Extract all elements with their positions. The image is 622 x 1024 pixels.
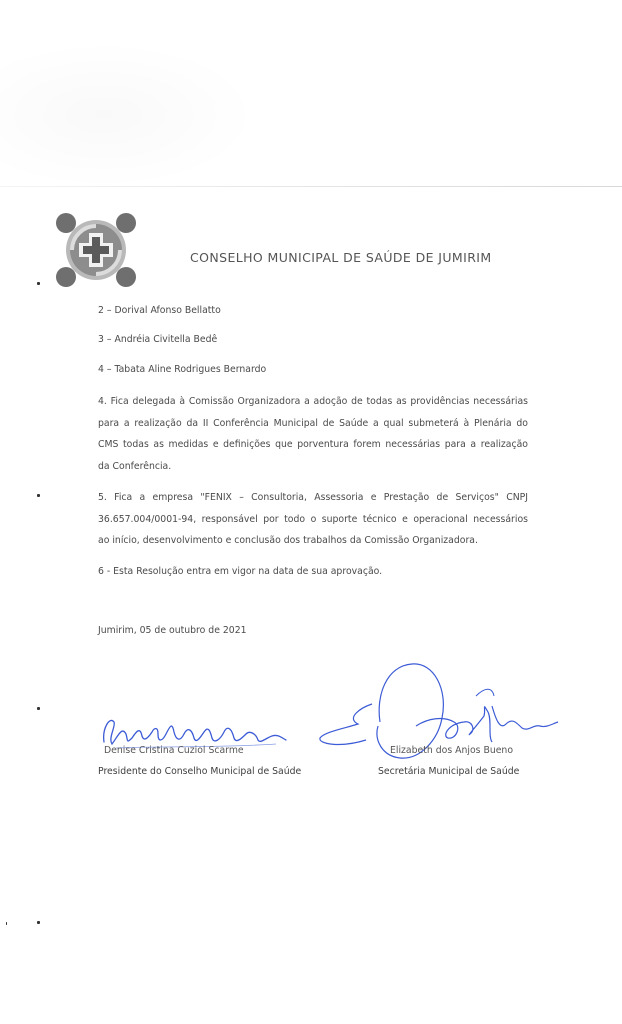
paragraph-line: 4. Fica delegada à Comissão Organizadora a adoção de todas as providências necessárias xyxy=(98,396,528,407)
page-fold-line xyxy=(0,186,622,187)
signatory-role: Presidente do Conselho Municipal de Saúde xyxy=(98,766,302,777)
paragraph-line: 36.657.004/0001-94, responsável por todo o suporte técnico e operacional necessários xyxy=(98,513,528,525)
margin-dot xyxy=(37,921,40,924)
margin-tick xyxy=(6,922,7,925)
article-6-paragraph: 6 - Esta Resolução entra em vigor na data de sua aprovação. xyxy=(98,566,383,577)
member-item: 2 – Dorival Afonso Bellatto xyxy=(98,305,221,316)
margin-dot xyxy=(37,707,40,710)
signatory-name: Elizabeth dos Anjos Bueno xyxy=(390,745,514,756)
paragraph-line: ao início, desenvolvimento e conclusão dos trabalhos da Comissão Organizadora. xyxy=(98,535,478,547)
article-5-paragraph xyxy=(98,487,528,552)
signatory-name: Denise Cristina Cuziol Scarme xyxy=(104,745,244,756)
signatory-role: Secretária Municipal de Saúde xyxy=(378,766,520,777)
margin-dot xyxy=(37,282,40,285)
scan-smudge xyxy=(0,40,260,190)
article-4-paragraph xyxy=(98,391,528,477)
council-title: CONSELHO MUNICIPAL DE SAÚDE DE JUMIRIM xyxy=(190,250,492,265)
paragraph-line: 5. Fica a empresa "FENIX – Consultoria, Assessoria e Prestação de Serviços" CNPJ xyxy=(98,492,528,503)
paragraph-line: CMS todas as medidas e definições que porventura forem necessárias para a realização xyxy=(98,439,528,451)
paragraph-line: para a realização da II Conferência Municipal de Saúde a qual submeterá à Plenária do xyxy=(98,417,528,429)
date-line: Jumirim, 05 de outubro de 2021 xyxy=(98,625,247,636)
margin-dot xyxy=(37,494,40,497)
paragraph-line: da Conferência. xyxy=(98,460,172,472)
member-item: 3 – Andréia Civitella Bedê xyxy=(98,334,218,345)
member-item: 4 – Tabata Aline Rodrigues Bernardo xyxy=(98,364,267,375)
health-cross-logo-icon xyxy=(52,209,140,291)
